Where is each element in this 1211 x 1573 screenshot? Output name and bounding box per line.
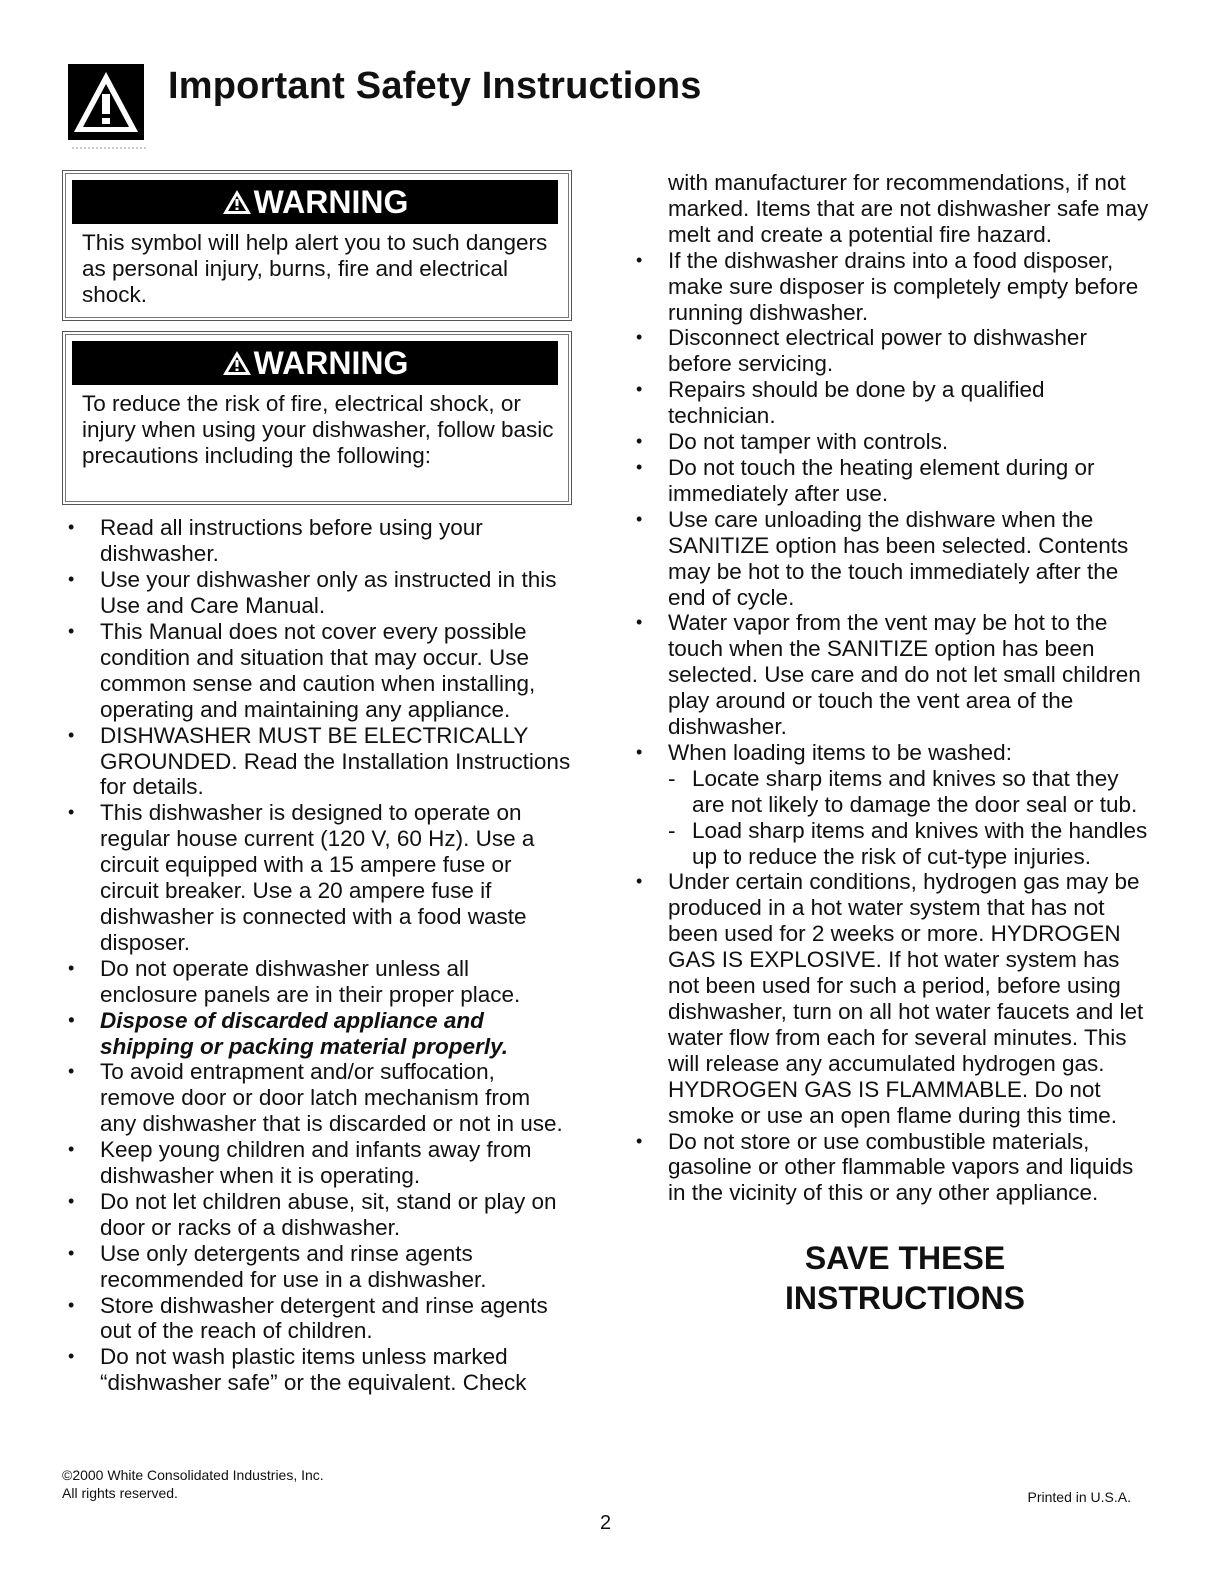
- list-item: • This Manual does not cover every possible condition and situation that may occur. Use common sense and caution when installing, operating and maintaining any appliance.: [68, 619, 536, 722]
- page-title: Important Safety Instructions: [168, 65, 702, 107]
- list-item: • Repairs should be done by a qualified technician.: [636, 377, 1045, 429]
- save-line-2: INSTRUCTIONS: [785, 1280, 1025, 1317]
- list-item: • This dishwasher is designed to operate on regular house current (120 V, 60 Hz). Use a circuit equipped with a 15 ampere fuse or circuit breaker. Use a 20 ampere fuse if dishwasher is connected with a food waste disposer.: [68, 800, 535, 955]
- save-instructions-heading: [660, 1238, 1150, 1318]
- list-item: • Store dishwasher detergent and rinse agents out of the reach of children.: [68, 1292, 548, 1344]
- list-item: • Do not tamper with controls.: [636, 429, 949, 455]
- list-item-emphasis: • Dispose of discarded appliance and shipping or packing material properly.: [68, 1007, 508, 1059]
- alert-icon: [222, 189, 252, 215]
- sub-list-item: - Load sharp items and knives with the handles up to reduce the risk of cut-type injuries.: [668, 817, 1148, 869]
- warning-label: WARNING: [253, 184, 409, 220]
- warning-heading: [72, 341, 558, 385]
- loading-sub-list: [668, 766, 1150, 870]
- left-column: [62, 170, 572, 1396]
- printed-in-text: Printed in U.S.A.: [1027, 1489, 1131, 1505]
- warning-box: [62, 331, 572, 505]
- page-header: [68, 58, 1168, 158]
- sub-list-item: - Locate sharp items and knives so that they are not likely to damage the door seal or tub.: [668, 765, 1138, 817]
- list-item: • Read all instructions before using your dishwasher.: [68, 515, 483, 567]
- warning-box: [62, 170, 572, 321]
- warning-heading: [72, 180, 558, 224]
- list-item: • Water vapor from the vent may be hot to the touch when the SANITIZE option has been selected. Use care and do not let small children play around or touch the vent area of the dishwasher.: [636, 610, 1141, 740]
- list-item: • When loading items to be washed: - Locate sharp items and knives so that they are not likely to damage the door seal or tub. - Load sharp items and knives with the handles up to reduce the risk of cut-type injuries.: [630, 740, 1150, 870]
- continued-text: with manufacturer for recommendations, if not marked. Items that are not dishwasher safe may melt and create a potential fire hazard.: [668, 170, 1149, 247]
- list-item: • Disconnect electrical power to dishwasher before servicing.: [636, 325, 1087, 377]
- list-item: • Do not store or use combustible materials, gasoline or other flammable vapors and liquids in the vicinity of this or any other appliance.: [636, 1128, 1134, 1206]
- left-bullet-list: [62, 515, 572, 1396]
- list-item: • Use your dishwasher only as instructed in this Use and Care Manual.: [68, 567, 557, 619]
- warning-text: This symbol will help alert you to such dangers as personal injury, burns, fire and electrical shock.: [82, 230, 548, 307]
- list-item: • Keep young children and infants away from dishwasher when it is operating.: [68, 1137, 532, 1189]
- copyright-text: ©2000 White Consolidated Industries, Inc.: [62, 1467, 324, 1483]
- save-line-1: SAVE THESE: [804, 1240, 1006, 1277]
- right-bullet-list: [630, 248, 1150, 1207]
- page-number: 2: [599, 1512, 612, 1534]
- rights-text: All rights reserved.: [62, 1485, 178, 1501]
- list-item: • Do not touch the heating element during or immediately after use.: [636, 454, 1095, 506]
- list-item: • Use only detergents and rinse agents recommended for use in a dishwasher.: [68, 1240, 487, 1292]
- list-item: • Do not operate dishwasher unless all enclosure panels are in their proper place.: [68, 955, 521, 1007]
- right-column: [630, 170, 1150, 1318]
- warning-triangle-icon: [68, 64, 148, 154]
- warning-text: To reduce the risk of fire, electrical shock, or injury when using your dishwasher, follow basic precautions including the following:: [82, 391, 554, 468]
- list-item: • Use care unloading the dishware when the SANITIZE option has been selected. Contents may be hot to the touch immediately after the end of cycle.: [636, 506, 1129, 610]
- copyright-block: [62, 1466, 324, 1502]
- list-item: • Under certain conditions, hydrogen gas may be produced in a hot water system that has not been used for 2 weeks or more. HYDROGEN GAS IS EXPLOSIVE. If hot water system has not been used for such a period, before using dishwasher, turn on all hot water faucets and let water flow from each for several minutes. This will release any accumulated hydrogen gas. HYDROGEN GAS IS FLAMMABLE. Do not smoke or use an open flame during this time.: [636, 869, 1144, 1128]
- list-item: • Do not wash plastic items unless marked “dishwasher safe” or the equivalent. Check: [68, 1344, 527, 1396]
- list-item: • To avoid entrapment and/or suffocation, remove door or door latch mechanism from any dishwasher that is discarded or not in use.: [68, 1059, 563, 1137]
- list-item: • If the dishwasher drains into a food disposer, make sure disposer is completely empty before running dishwasher.: [636, 247, 1139, 325]
- list-item: • DISHWASHER MUST BE ELECTRICALLY GROUNDED. Read the Installation Instructions for details.: [68, 722, 571, 800]
- list-item: • Do not let children abuse, sit, stand or play on door or racks of a dishwasher.: [68, 1188, 557, 1240]
- alert-icon: [222, 350, 252, 376]
- warning-label: WARNING: [253, 345, 409, 382]
